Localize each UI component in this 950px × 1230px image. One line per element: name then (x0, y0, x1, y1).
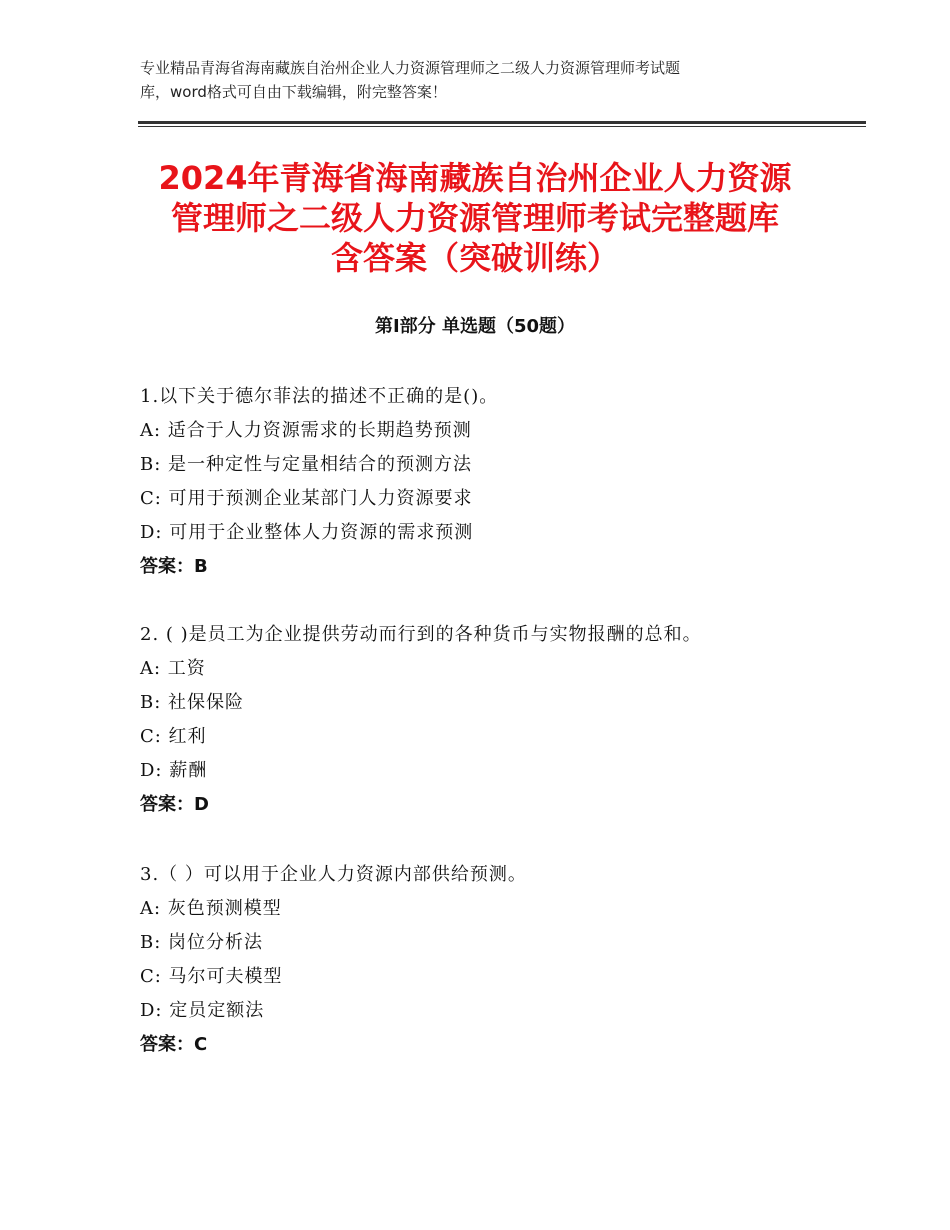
question-3 (140, 858, 860, 1062)
header-note-line-1: 专业精品青海省海南藏族自治州企业人力资源管理师之二级人力资源管理师考试题 (140, 59, 681, 77)
header-note (140, 56, 830, 104)
question-2 (140, 618, 860, 822)
option-d: D: 定员定额法 (140, 1000, 265, 1021)
header-divider-thin (138, 126, 866, 127)
option-b: B: 是一种定性与定量相结合的预测方法 (140, 454, 473, 475)
document-title-line-2: 管理师之二级人力资源管理师考试完整题库 (170, 199, 779, 237)
answer: 答案：D (140, 794, 209, 815)
document-title (100, 158, 850, 278)
answer: 答案：B (140, 556, 208, 577)
option-a: A: 工资 (140, 658, 206, 679)
option-c: C: 马尔可夫模型 (140, 966, 283, 987)
option-a: A: 适合于人力资源需求的长期趋势预测 (140, 420, 472, 441)
option-c: C: 红利 (140, 726, 207, 747)
answer: 答案：C (140, 1034, 208, 1055)
document-title-line-1: 2024年青海省海南藏族自治州企业人力资源 (158, 159, 792, 197)
section-heading: 第Ⅰ部分 单选题（50题） (374, 316, 575, 337)
document-title-line-3: 含答案（突破训练） (330, 239, 619, 277)
question-1 (140, 380, 860, 584)
option-b: B: 岗位分析法 (140, 932, 264, 953)
question-stem: 2. ( )是员工为企业提供劳动而行到的各种货币与实物报酬的总和。 (140, 624, 702, 645)
option-b: B: 社保保险 (140, 692, 245, 713)
option-a: A: 灰色预测模型 (140, 898, 282, 919)
question-stem: 1.以下关于德尔菲法的描述不正确的是()。 (140, 386, 499, 407)
header-divider-thick (138, 121, 866, 124)
option-c: C: 可用于预测企业某部门人力资源要求 (140, 488, 473, 509)
question-stem: 3.（ ）可以用于企业人力资源内部供给预测。 (140, 864, 527, 885)
header-note-line-2: 库，word格式可自由下载编辑，附完整答案！ (140, 83, 447, 101)
option-d: D: 薪酬 (140, 760, 208, 781)
option-d: D: 可用于企业整体人力资源的需求预测 (140, 522, 474, 543)
